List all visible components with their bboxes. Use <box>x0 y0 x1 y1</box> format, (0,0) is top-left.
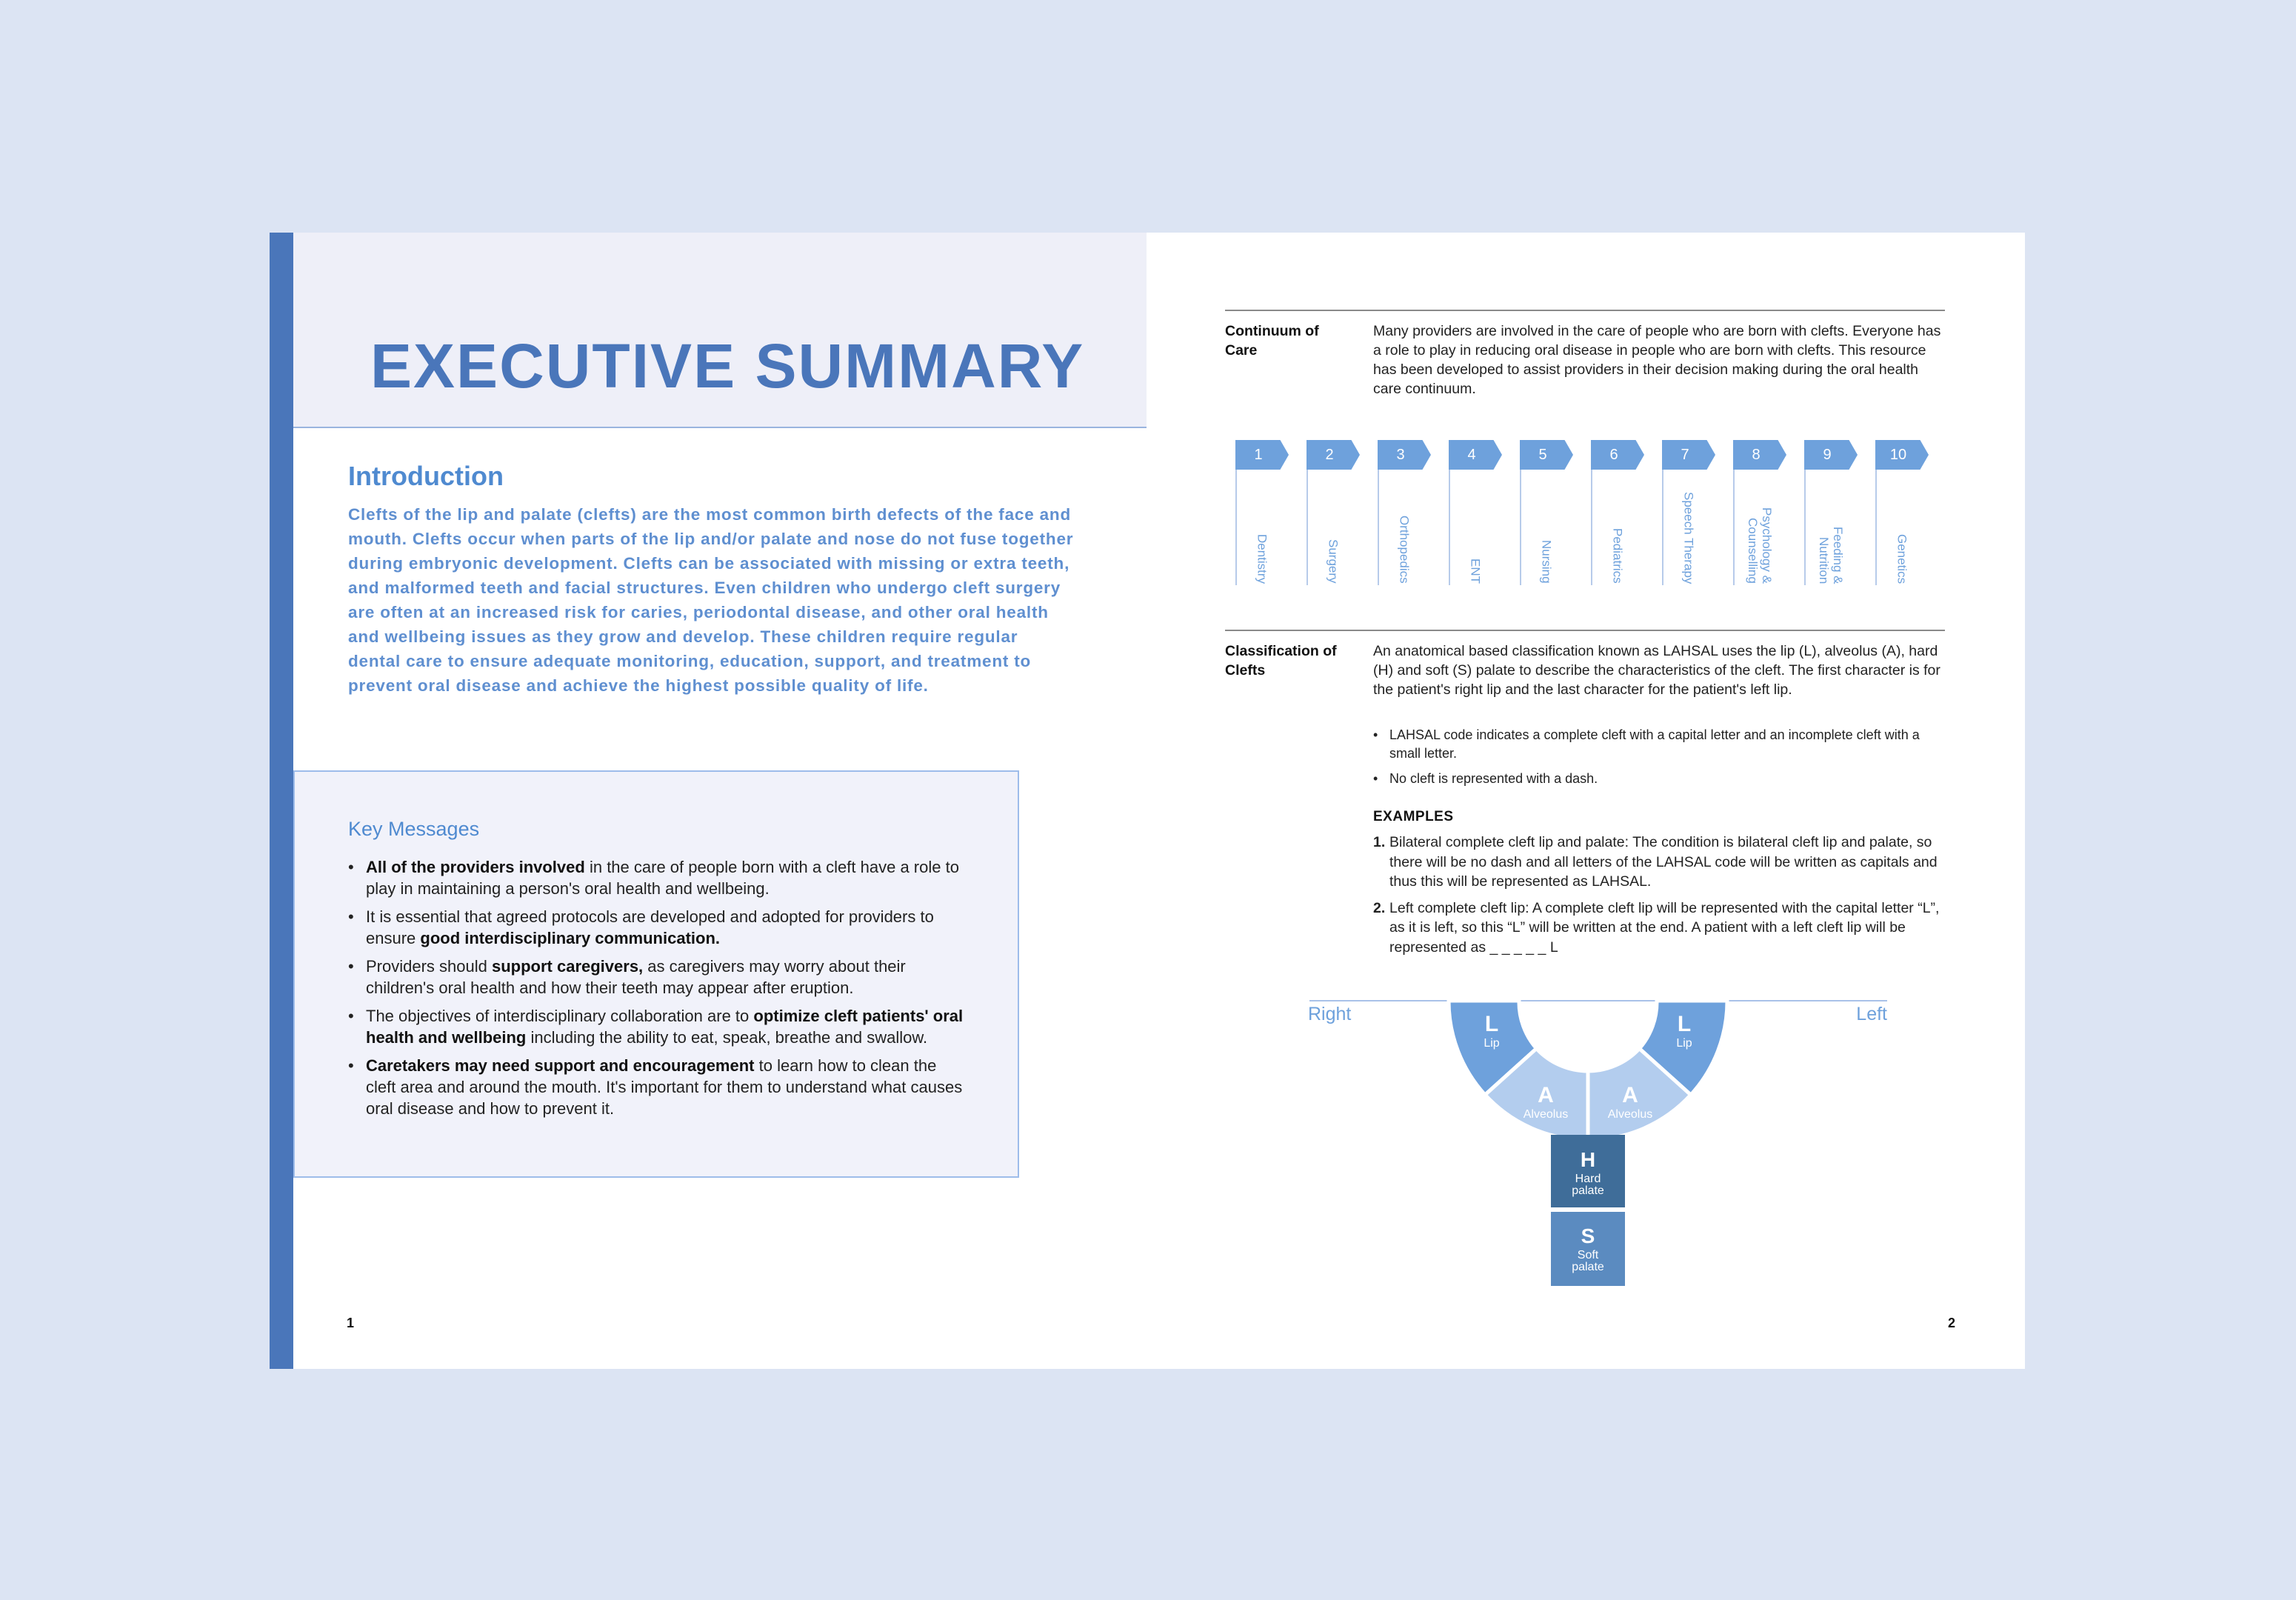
step-number: 6 <box>1609 447 1618 463</box>
key-message-item: • The objectives of interdisciplinary collaboration are to optimize cleft patients' oral health and wellbeing including the ability to eat, speak, breathe and swallow. <box>348 1005 970 1048</box>
step-number: 9 <box>1823 447 1832 463</box>
step-number: 1 <box>1254 447 1263 463</box>
right-lip-letter: L <box>1484 1012 1499 1036</box>
lahsal-diagram <box>1147 233 2025 1369</box>
soft-palate-label-line1: Soft <box>1577 1249 1599 1261</box>
examples-heading: EXAMPLES <box>1373 809 1454 824</box>
title-band <box>293 233 1147 428</box>
right-lip-label: Lip <box>1484 1037 1500 1050</box>
right-side-label: Right <box>1308 1004 1352 1024</box>
accent-bar <box>270 233 293 1369</box>
right-page <box>1147 233 2025 1369</box>
classification-label: Classification of Clefts <box>1225 643 1337 679</box>
left-lip-label: Lip <box>1676 1037 1692 1050</box>
page-title: EXECUTIVE SUMMARY <box>370 331 1085 401</box>
soft-palate-letter: S <box>1581 1224 1595 1247</box>
classification-text: An anatomical based classification known as LAHSAL uses the lip (L), alveolus (A), hard (H) and soft (S) palate to describe the characteristics of the cleft. The first character is for the patient's right lip and the last character for the patient's left lip. <box>1373 643 1940 698</box>
step-label: Pediatrics <box>1610 528 1625 584</box>
step-label: Speech Therapy <box>1681 491 1696 584</box>
soft-palate-label-line2: palate <box>1572 1261 1604 1273</box>
left-side-label: Left <box>1856 1004 1887 1024</box>
continuum-label: Continuum of Care <box>1225 323 1319 359</box>
key-messages-box <box>293 770 1019 1178</box>
right-alveolus-label: Alveolus <box>1523 1108 1569 1121</box>
key-messages-list <box>348 856 970 1126</box>
step-label: Surgery <box>1326 539 1341 584</box>
bullet-item: • No cleft is represented with a dash. <box>1373 770 1945 788</box>
key-message-item: • All of the providers involved in the care of people born with a cleft have a role to play in maintaining a person's oral health and wellbeing. <box>348 856 970 899</box>
bullet-item: • LAHSAL code indicates a complete cleft with a capital letter and an incomplete cleft with a small letter. <box>1373 726 1945 763</box>
hard-palate-label-line2: palate <box>1572 1184 1604 1197</box>
step-number: 5 <box>1538 447 1547 463</box>
hard-palate-letter: H <box>1580 1148 1596 1171</box>
continuum-text: Many providers are involved in the care of people who are born with clefts. Everyone has a role to play in reducing oral disease in people who are born with clefts. This resource has been developed to assist providers in their decision making during the oral health care continuum. <box>1373 323 1941 397</box>
step-label: Psychology & Counselling <box>1746 507 1774 584</box>
step-label: Dentistry <box>1255 533 1269 584</box>
step-label: Feeding & Nutrition <box>1817 526 1845 584</box>
left-page <box>270 233 1147 1369</box>
step-label: Nursing <box>1539 540 1554 584</box>
left-lip-letter: L <box>1677 1012 1692 1036</box>
step-number: 8 <box>1752 447 1761 463</box>
step-number: 7 <box>1681 447 1689 463</box>
step-number: 3 <box>1396 447 1405 463</box>
key-message-item: • Caretakers may need support and encouragement to learn how to clean the cleft area and around the mouth. It's important for them to understand what causes oral disease and how to prevent it. <box>348 1055 970 1119</box>
page-number: 2 <box>1947 1316 1955 1330</box>
step-number: 2 <box>1325 447 1334 463</box>
step-label: ENT <box>1468 559 1483 584</box>
step-label: Orthopedics <box>1397 516 1412 584</box>
example-item: 1. Bilateral complete cleft lip and palate: The condition is bilateral cleft lip and palate, so there will be no dash and all letters of the LAHSAL code will be written as capitals and thus this will be represented as LAHSAL. <box>1373 834 1938 890</box>
left-alveolus-label: Alveolus <box>1607 1108 1653 1121</box>
hard-palate-label-line1: Hard <box>1575 1173 1601 1185</box>
introduction-heading: Introduction <box>348 461 504 491</box>
key-messages-heading: Key Messages <box>348 818 480 840</box>
right-alveolus-letter: A <box>1538 1083 1554 1107</box>
left-alveolus-letter: A <box>1622 1083 1638 1107</box>
key-message-item: • Providers should support caregivers, as caregivers may worry about their children's oral health and how their teeth may appear after eruption. <box>348 956 970 999</box>
introduction-text: Clefts of the lip and palate (clefts) are the most common birth defects of the face and mouth. Clefts occur when parts of the lip and/or palate and nose do not fuse together during embryonic development. Clefts can be associated with missing or extra teeth, and malformed teeth and facial structures. Even children who undergo cleft surgery are often at an increased risk for caries, periodontal disease, and other oral health and wellbeing issues as they grow and develop. These children require regular dental care to ensure adequate monitoring, education, support, and treatment to prevent oral disease and achieve the highest possible quality of life. <box>348 505 1074 695</box>
page-number: 1 <box>347 1316 355 1330</box>
example-item: 2. Left complete cleft lip: A complete cleft lip will be represented with the capital letter “L”, as it is left, so this “L” will be written at the end. A patient with a left cleft lip will be represented as _ _ _ _ _ L <box>1373 899 1940 956</box>
step-label: Genetics <box>1895 533 1909 584</box>
key-message-item: • It is essential that agreed protocols are developed and adopted for providers to ensure good interdisciplinary communication. <box>348 906 970 949</box>
step-number: 10 <box>1889 447 1907 463</box>
step-number: 4 <box>1467 447 1476 463</box>
